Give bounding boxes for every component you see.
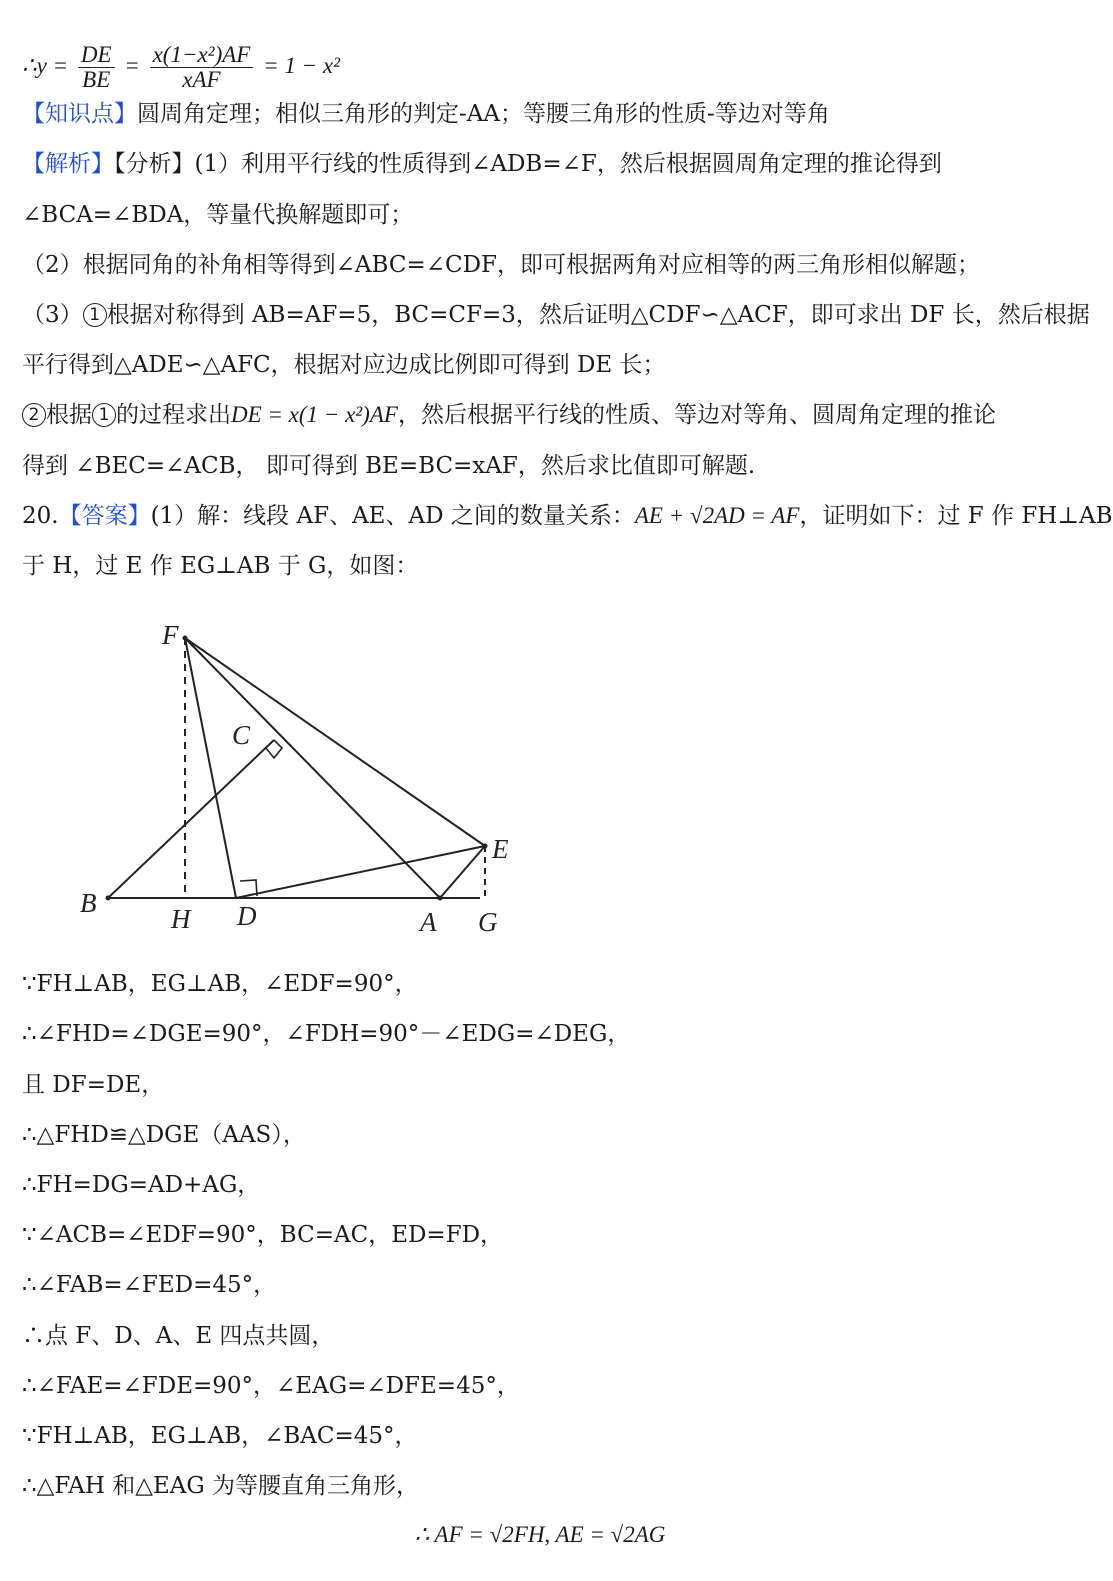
proof-line: ∴△FHD≌△DGE（AAS）， [22,1122,306,1148]
equals-sign: = [124,53,140,78]
answer-line-2: 于 H，过 E 作 EG⊥AB 于 G，如图： [22,553,419,579]
formula-y-ratio [22,38,340,94]
question-number: 20. [22,503,59,529]
knowledge-point [22,99,830,129]
analysis-text: 【分析】(1）利用平行线的性质得到∠ADB=∠F，然后根据圆周角定理的推论得到 [114,151,942,177]
proof-line: ∴△FAH 和△EAG 为等腰直角三角形， [22,1473,420,1499]
analysis-text: ，然后根据平行线的性质、等边对等角、圆周角定理的推论 [397,402,996,428]
proof-line: 且 DF=DE， [22,1072,165,1098]
math-expression: DE = x(1 − x²)AF [231,402,398,427]
analysis-line-7: 得到 ∠BEC=∠ACB， 即可得到 BE=BC=xAF，然后求比值即可解题. [22,453,756,479]
proof-line: ∴点 F、D、A、E 四点共圆， [22,1323,335,1349]
knowledge-tag: 【知识点】 [22,101,137,127]
fraction-denominator: BE [82,67,111,93]
analysis-text: 根据对称得到 AB=AF=5，BC=CF=3，然后证明△CDF∽△ACF，即可求出 DF 长，然后根据 [106,302,1090,328]
analysis-tag: 【解析】 [22,151,114,177]
label-f: F [162,620,179,650]
segment-fe [185,638,485,846]
point-f [183,636,188,641]
analysis-prefix: （3） [22,302,83,328]
answer-line-1 [22,501,1113,531]
answer-text: ，证明如下：过 F 作 FH⊥AB [799,503,1113,529]
segment-fd [185,638,236,898]
circled-number: 2 [22,403,46,427]
analysis-line-6 [22,400,996,430]
math-expression: AE + √2AD = AF [634,503,800,528]
knowledge-text: 圆周角定理；相似三角形的判定-AA；等腰三角形的性质-等边对等角 [137,101,830,127]
answer-text: (1）解：线段 AF、AE、AD 之间的数量关系： [150,503,635,529]
proof-line: ∴FH=DG=AD+AG， [22,1172,261,1198]
circled-number: 1 [92,403,116,427]
proof-line: ∴∠FAE=∠FDE=90°，∠EAG=∠DFE=45°， [22,1373,520,1399]
label-b: B [80,888,97,918]
point-a [438,896,443,901]
fraction-de-be [78,43,115,92]
analysis-line-1 [22,149,942,179]
proof-line: ∴∠FHD=∠DGE=90°，∠FDH=90°－∠EDG=∠DEG， [22,1021,631,1047]
point-e [483,844,488,849]
segment-bc [108,740,274,898]
segment-fa [185,638,440,898]
analysis-line-4 [22,300,1090,330]
analysis-text: 的过程求出 [116,402,231,428]
proof-line: ∵FH⊥AB，EG⊥AB，∠BAC=45°， [22,1423,418,1449]
proof-line: ∵FH⊥AB，EG⊥AB，∠EDF=90°， [22,971,418,997]
fraction-expression [150,43,254,92]
circled-number: 1 [83,303,107,327]
label-h: H [171,904,191,934]
proof-line: ∴∠FAB=∠FED=45°， [22,1272,277,1298]
point-b [106,896,111,901]
analysis-line-2: ∠BCA=∠BDA，等量代换解题即可； [22,202,414,228]
final-formula: ∴ AF = √2FH, AE = √2AG [414,1522,666,1547]
proof-line: ∵∠ACB=∠EDF=90°，BC=AC，ED=FD， [22,1222,504,1248]
label-d: D [237,901,257,931]
analysis-text: 根据 [46,402,92,428]
geometry-figure [60,606,530,946]
analysis-line-5: 平行得到△ADE∽△AFC，根据对应边成比例即可得到 DE 长； [22,352,666,378]
fraction-numerator: DE [78,43,115,68]
formula-result: = 1 − x² [263,53,340,78]
fraction-numerator: x(1−x²)AF [150,43,254,68]
label-c: C [232,720,251,750]
right-angle-mark-c [266,740,282,758]
answer-tag: 【答案】 [58,503,151,529]
label-e: E [492,834,509,864]
label-a: A [420,907,437,937]
fraction-denominator: xAF [182,67,221,93]
analysis-line-3: （2）根据同角的补角相等得到∠ABC=∠CDF，即可根据两角对应相等的两三角形相似解题； [22,252,980,278]
label-g: G [478,907,498,937]
formula-prefix: ∴y = [22,53,69,78]
